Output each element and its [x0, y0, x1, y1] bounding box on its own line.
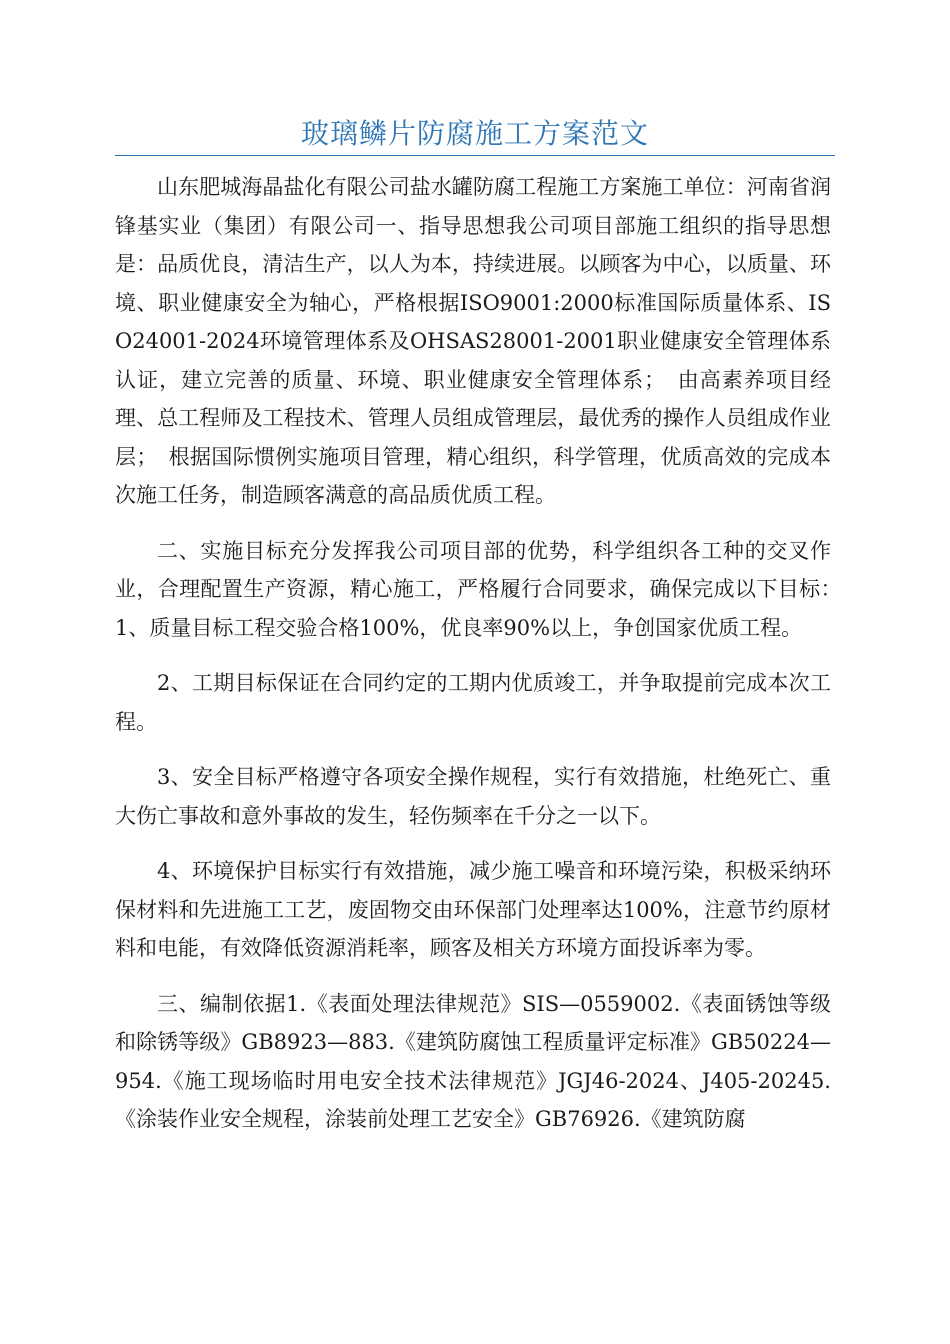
- document-title: 玻璃鳞片防腐施工方案范文: [300, 117, 649, 150]
- paragraph-compilation-basis: 三、编制依据1.《表面处理法律规范》SIS—0559002.《表面锈蚀等级和除锈等级》GB8923—883.《建筑防腐蚀工程质量评定标准》GB50224—954.《施工现场临时用电安全技术法律规范》JGJ46-2024、J405-20245.《涂装作业安全规程，涂装前处理工艺安全》GB76926.《建筑防腐: [115, 991, 831, 1131]
- document-body: [115, 168, 852, 1156]
- paragraph-schedule-goal: 2、工期目标保证在合同约定的工期内优质竣工，并争取提前完成本次工程。: [115, 671, 831, 734]
- paragraph-implementation-goals: 二、实施目标充分发挥我公司项目部的优势，科学组织各工种的交叉作业，合理配置生产资源，精心施工，严格履行合同要求，确保完成以下目标： 1、质量目标工程交验合格100%，优良率90%以上，争创国家优质工程。: [115, 538, 852, 640]
- paragraph-safety-goal: 3、安全目标严格遵守各项安全操作规程，实行有效措施，杜绝死亡、重大伤亡事故和意外事故的发生，轻伤频率在千分之一以下。: [115, 765, 831, 828]
- title-underline: [115, 155, 835, 156]
- paragraph-environment-goal: 4、环境保护目标实行有效措施，减少施工噪音和环境污染，积极采纳环保材料和先进施工工艺，废固物交由环保部门处理率达100%，注意节约原材料和电能，有效降低资源消耗率，顾客及相关方环境方面投诉率为零。: [115, 859, 831, 960]
- paragraph-guiding-ideology: 山东肥城海晶盐化有限公司盐水罐防腐工程施工方案施工单位：河南省润锋基实业（集团）有限公司一、指导思想我公司项目部施工组织的指导思想是：品质优良，清洁生产，以人为本，持续进展。以顾客为中心，以质量、环境、职业健康安全为轴心，严格根据ISO9001:2000标准国际质量体系、ISO24001-2024环境管理体系及OHSAS28001-2001职业健康安全管理体系认证，建立完善的质量、环境、职业健康安全管理体系； 由高素养项目经理、总工程师及工程技术、管理人员组成管理层，最优秀的操作人员组成作业层； 根据国际惯例实施项目管理，精心组织，科学管理，优质高效的完成本次施工任务，制造顾客满意的高品质优质工程。: [115, 175, 831, 507]
